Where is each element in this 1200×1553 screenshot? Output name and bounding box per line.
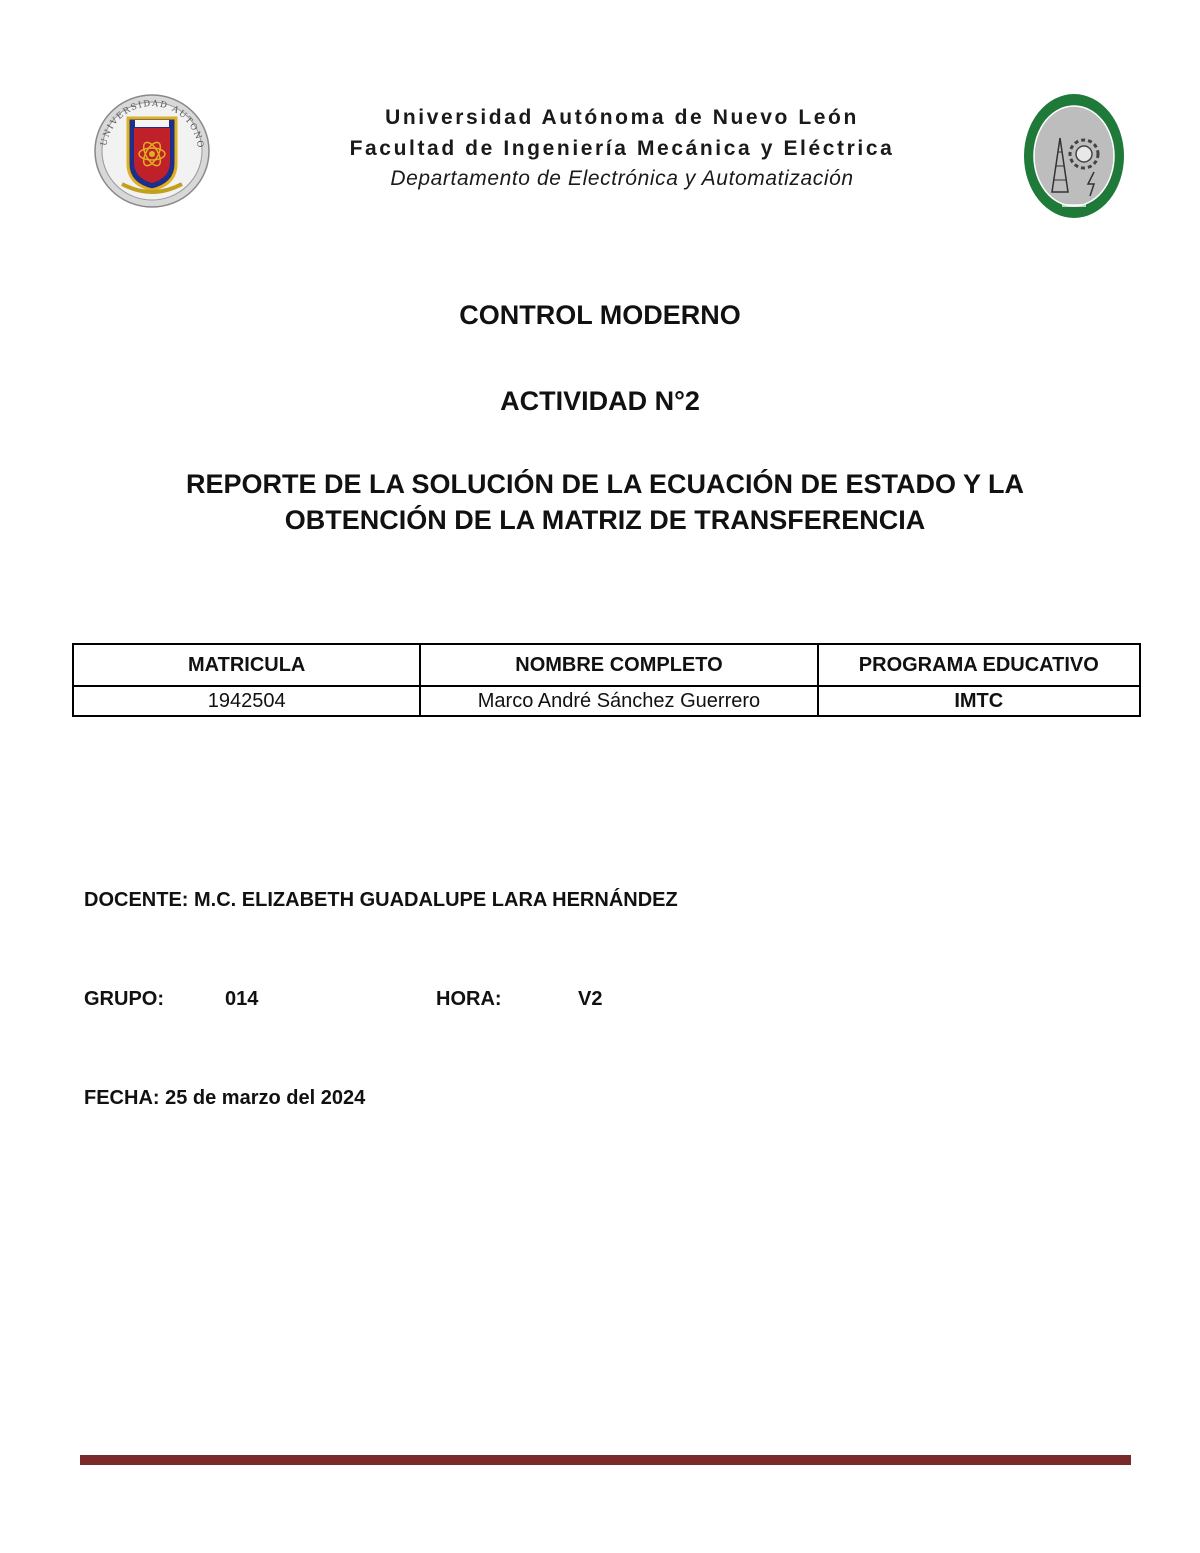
docente-label: DOCENTE: [84, 889, 189, 911]
report-title [80, 466, 1130, 538]
report-title-line-2: OBTENCIÓN DE LA MATRIZ DE TRANSFERENCIA [284, 505, 926, 535]
cell-programa: IMTC [818, 686, 1140, 716]
column-header-programa: PROGRAMA EDUCATIVO [818, 644, 1140, 686]
uanl-logo [92, 92, 212, 210]
university-name: Universidad Autónoma de Nuevo León [385, 106, 859, 129]
course-title: CONTROL MODERNO [459, 300, 741, 330]
grupo-label: GRUPO: [84, 988, 164, 1010]
cell-nombre: Marco André Sánchez Guerrero [420, 686, 817, 716]
fecha-value: 25 de marzo del 2024 [165, 1087, 366, 1109]
footer-divider [80, 1455, 1131, 1465]
fecha-line [84, 1087, 365, 1110]
fime-logo [1022, 92, 1126, 220]
fecha-label: FECHA: [84, 1087, 160, 1109]
table-header-row [73, 644, 1140, 686]
activity-title: ACTIVIDAD N°2 [500, 386, 700, 416]
grupo-hora-line [84, 988, 784, 1014]
department-name: Departamento de Electrónica y Automatización [390, 167, 854, 190]
institution-header [250, 102, 994, 194]
docente-value: M.C. ELIZABETH GUADALUPE LARA HERNÁNDEZ [194, 889, 678, 911]
report-title-line-1: REPORTE DE LA SOLUCIÓN DE LA ECUACIÓN DE ESTADO Y LA [185, 469, 1025, 499]
hora-value: V2 [578, 988, 603, 1010]
docente-line [84, 889, 678, 912]
column-header-nombre: NOMBRE COMPLETO [420, 644, 817, 686]
svg-text:UNIVERSIDAD AUTONOMA NUEVO LEO: UNIVERSIDAD AUTONO [99, 98, 206, 150]
student-table [72, 643, 1141, 717]
hora-label: HORA: [436, 988, 502, 1010]
cell-matricula: 1942504 [73, 686, 420, 716]
grupo-value: 014 [225, 988, 259, 1010]
faculty-name: Facultad de Ingeniería Mecánica y Eléctrica [349, 137, 895, 160]
table-row [73, 686, 1140, 716]
column-header-matricula: MATRICULA [73, 644, 420, 686]
